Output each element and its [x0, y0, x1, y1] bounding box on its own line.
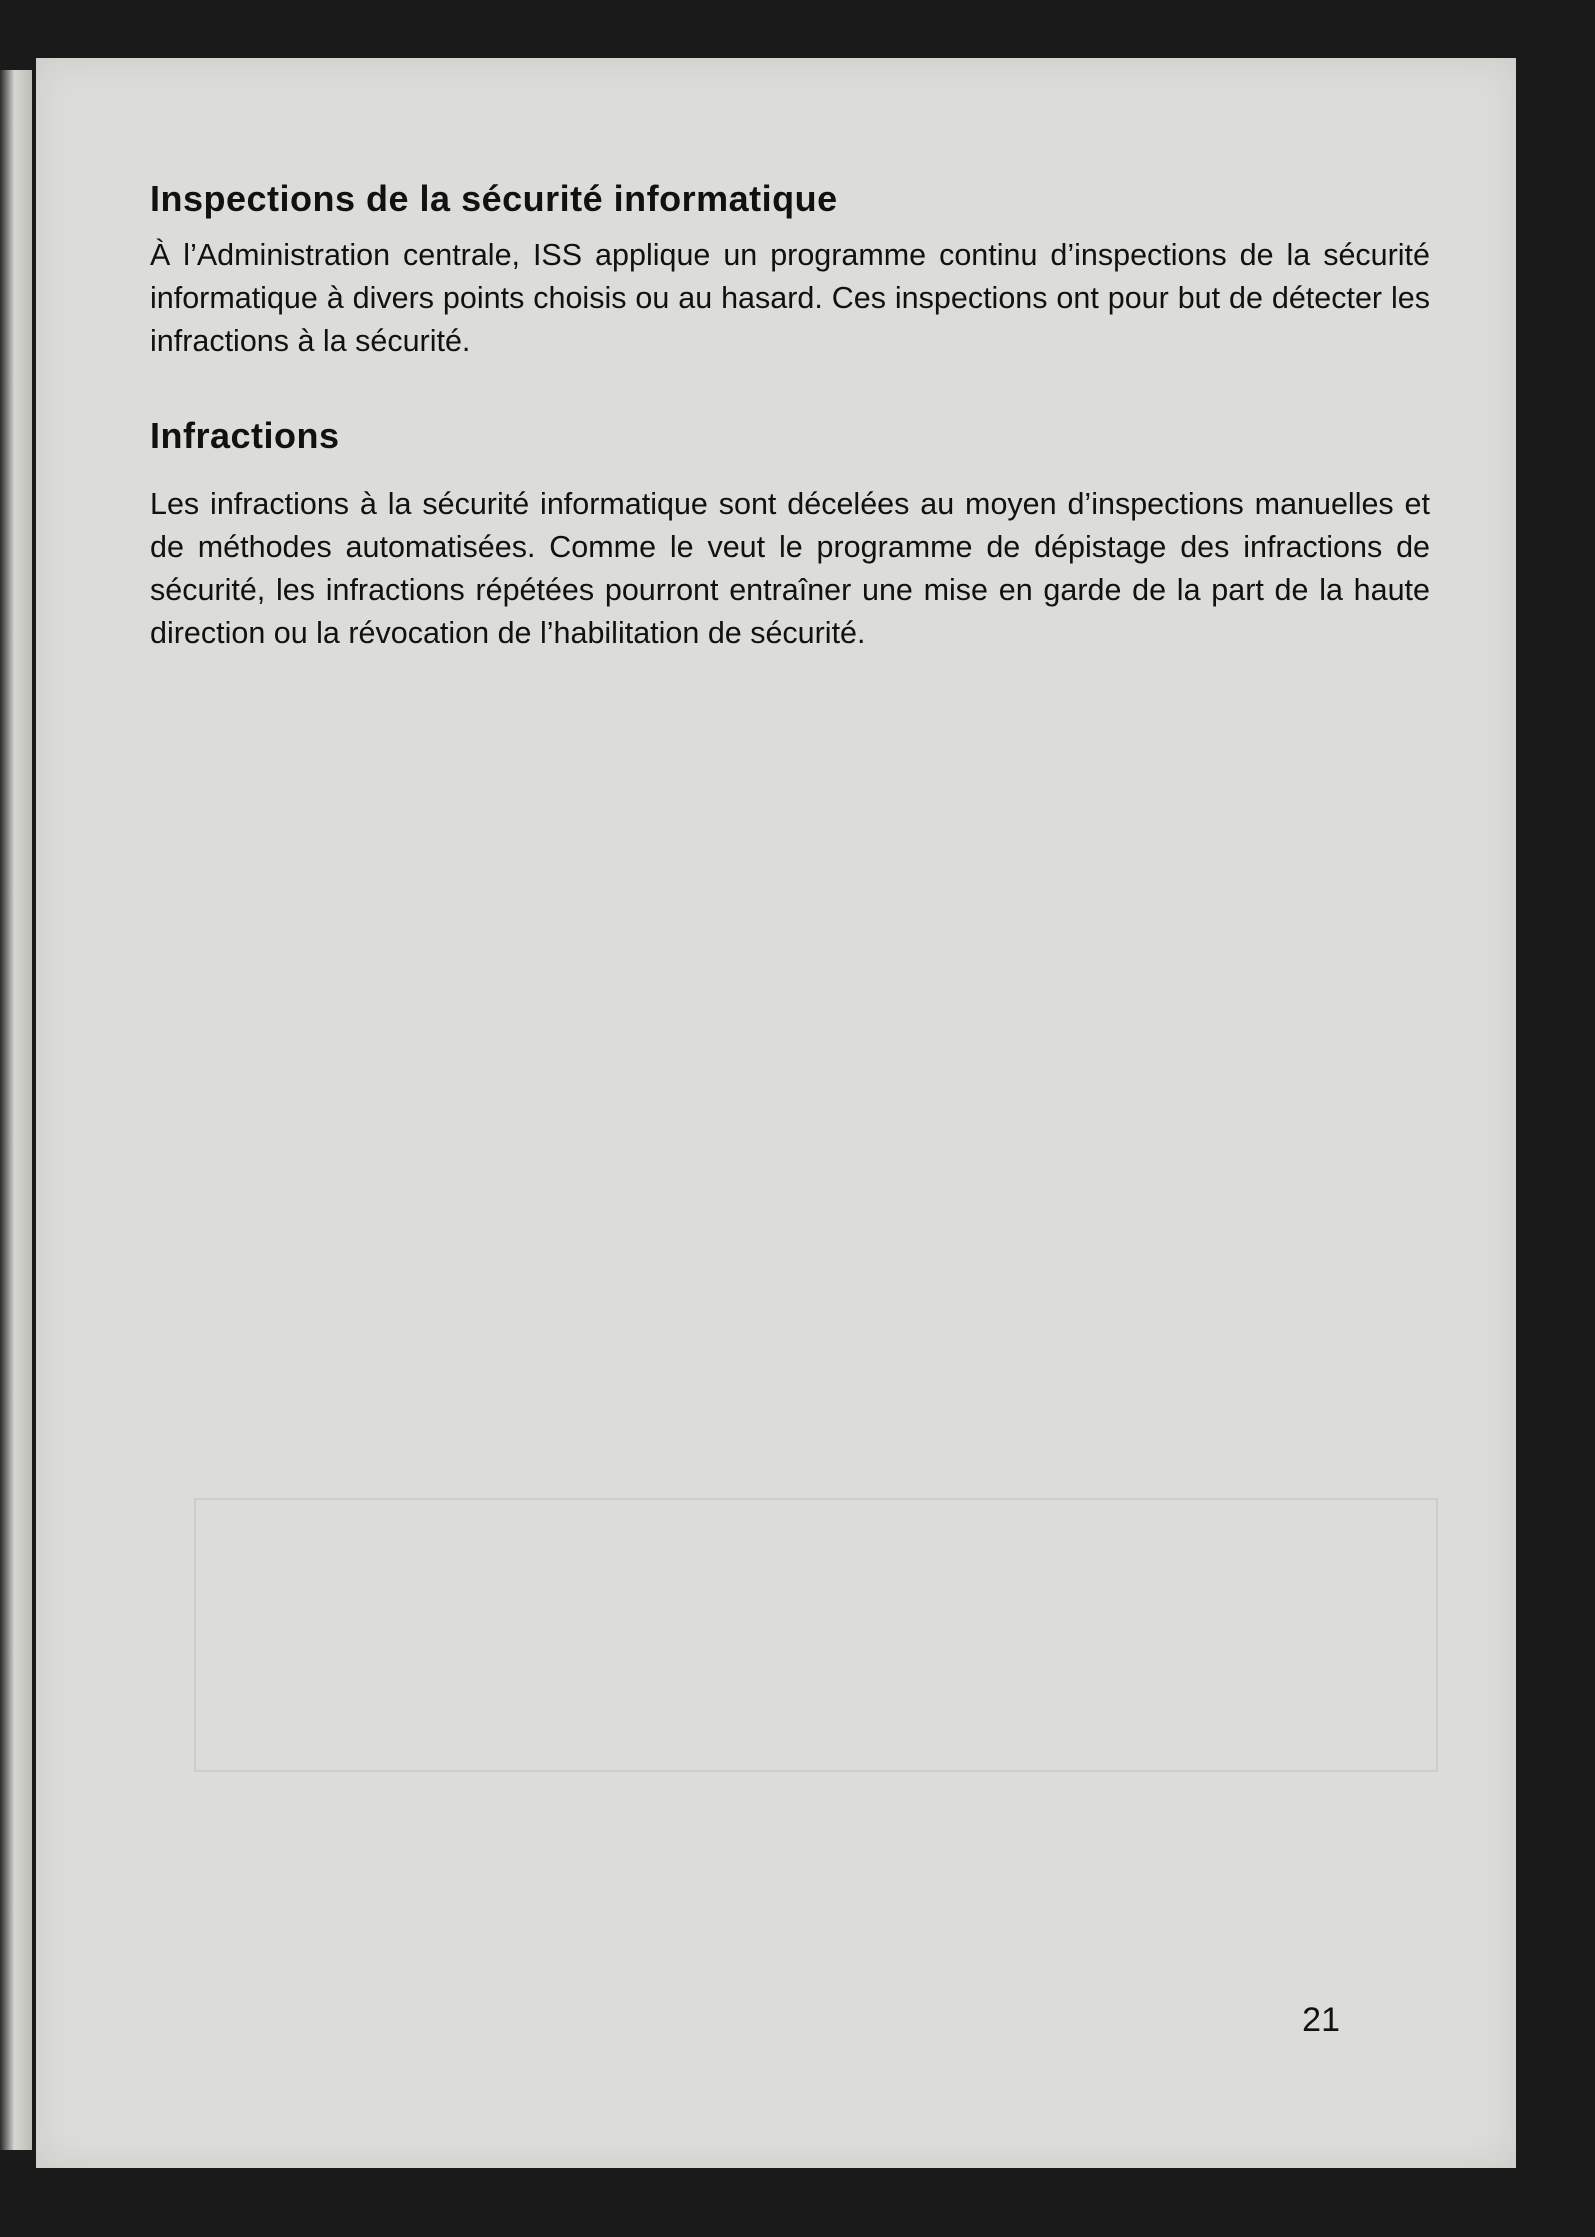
adjacent-page-edge: [0, 70, 32, 2150]
section-body: À l’Administration centrale, ISS applique un programme continu d’inspections de la sécurité informatique à divers points choisis ou au hasard. Ces inspections ont pour but de détecter les infractions à la sécurité.: [150, 238, 1430, 358]
show-through-box: [194, 1498, 1438, 1772]
document-page: [36, 58, 1516, 2168]
section-inspections: [150, 178, 1430, 363]
section-infractions: [150, 415, 1430, 655]
section-heading: Infractions: [150, 415, 340, 456]
section-body: Les infractions à la sécurité informatique sont décelées au moyen d’inspections manuelles et de méthodes automatisées. Comme le veut le programme de dépistage des infractions de sécurité, les infractions répétées pourront entraîner une mise en garde de la part de la haute direction ou la révocation de l’habilitation de sécurité.: [150, 487, 1430, 650]
section-heading: Inspections de la sécurité informatique: [150, 178, 838, 219]
page-number: 21: [1302, 2001, 1340, 2039]
page-content: [150, 178, 1430, 655]
